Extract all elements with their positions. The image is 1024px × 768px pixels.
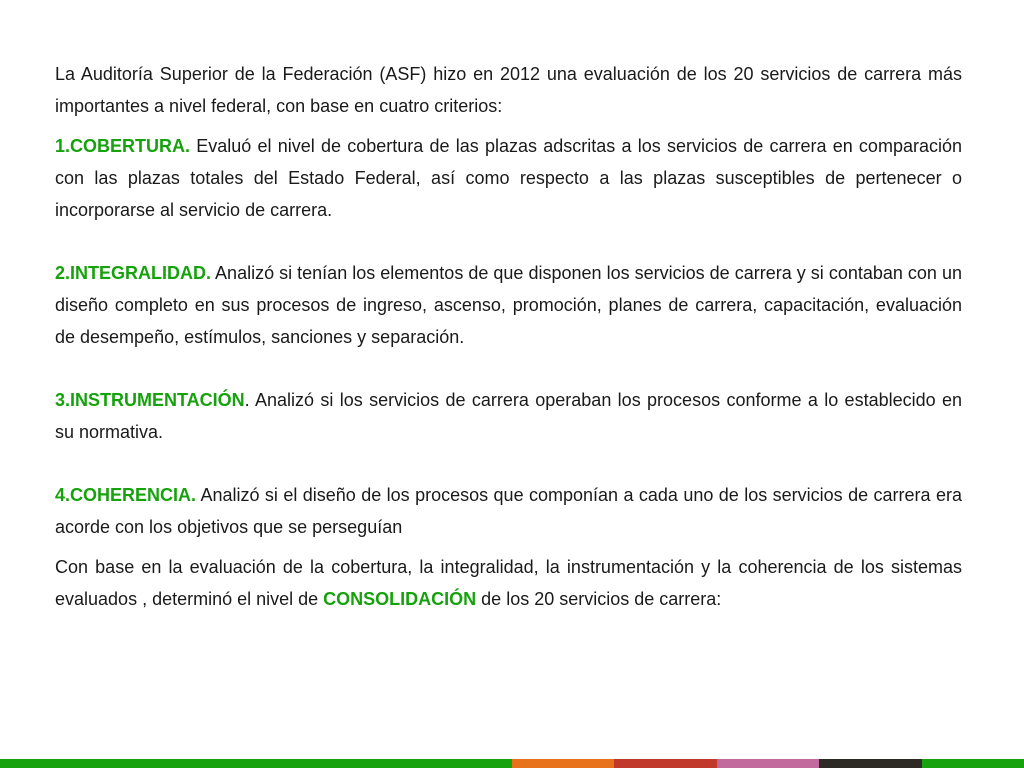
- slide-body: [55, 58, 962, 615]
- footer-bar-segment: [512, 759, 614, 768]
- conclusion-paragraph: [55, 551, 962, 615]
- conclusion-text: Con base en la evaluación de la cobertura, la integralidad, la instrumentación y la coherencia de los sistemas evaluados , determinó el nivel de: [55, 557, 962, 609]
- criterion-cobertura: [55, 130, 962, 226]
- criterion-text: Evaluó el nivel de cobertura de las plazas adscritas a los servicios de carrera en comparación con las plazas totales del Estado Federal, así como respecto a las plazas susceptibles de pertenecer o incorporarse al servicio de carrera.: [55, 136, 962, 220]
- criterion-text: Analizó si el diseño de los procesos que componían a cada uno de los servicios de carrera era acorde con los objetivos que se perseguían: [55, 485, 962, 537]
- criterion-label: 3.INSTRUMENTACIÓN: [55, 390, 245, 410]
- footer-bar-segment: [410, 759, 512, 768]
- consolidacion-highlight: CONSOLIDACIÓN: [323, 589, 477, 609]
- criterion-label: 4.COHERENCIA.: [55, 485, 197, 505]
- footer-bar-segment: [307, 759, 409, 768]
- footer-bar-segment: [205, 759, 307, 768]
- criterion-coherencia: [55, 479, 962, 543]
- footer-bar-segment: [922, 759, 1024, 768]
- criterion-integralidad: [55, 257, 962, 353]
- criterion-label: 2.INTEGRALIDAD.: [55, 263, 212, 283]
- footer-color-bar: [0, 759, 1024, 768]
- footer-bar-segment: [614, 759, 716, 768]
- criterion-instrumentacion: [55, 384, 962, 448]
- intro-paragraph: La Auditoría Superior de la Federación (ASF) hizo en 2012 una evaluación de los 20 servicios de carrera más importantes a nivel federal, con base en cuatro criterios:: [55, 64, 962, 116]
- footer-bar-segment: [102, 759, 204, 768]
- criterion-label: 1.COBERTURA.: [55, 136, 191, 156]
- conclusion-text-end: de los 20 servicios de carrera:: [476, 589, 722, 609]
- footer-bar-segment: [0, 759, 102, 768]
- criterion-text: . Analizó si los servicios de carrera operaban los procesos conforme a lo establecido en su normativa.: [55, 390, 962, 442]
- footer-bar-segment: [819, 759, 921, 768]
- criterion-text: Analizó si tenían los elementos de que disponen los servicios de carrera y si contaban con un diseño completo en sus procesos de ingreso, ascenso, promoción, planes de carrera, capacitación, evaluación de desempeño, estímulos, sanciones y separación.: [55, 263, 962, 347]
- footer-bar-segment: [717, 759, 819, 768]
